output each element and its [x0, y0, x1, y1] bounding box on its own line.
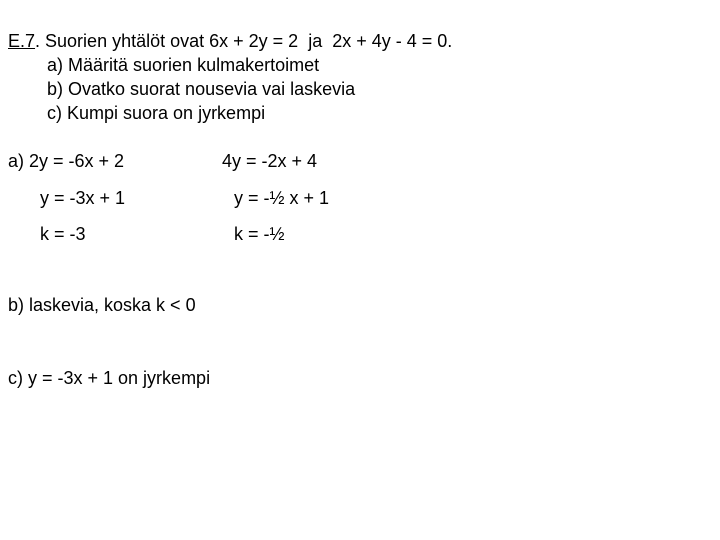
- task-heading: [8, 30, 452, 52]
- task-statement: . Suorien yhtälöt ovat 6x + 2y = 2 ja 2x + 4y - 4 = 0.: [35, 31, 453, 51]
- task-part-a: a) Määritä suorien kulmakertoimet: [47, 55, 320, 75]
- task-part-b: b) Ovatko suorat nousevia vai laskevia: [47, 79, 356, 99]
- solution-a-left-1: a) 2y = -6x + 2: [8, 151, 125, 171]
- solution-a-right-2: y = -½ x + 1: [234, 188, 330, 208]
- solution-a-left-2: y = -3x + 1: [40, 188, 126, 208]
- solution-c: c) y = -3x + 1 on jyrkempi: [8, 368, 211, 388]
- solution-b: b) laskevia, koska k < 0: [8, 295, 196, 315]
- solution-a-left-3: k = -3: [40, 224, 86, 244]
- solution-a-right-3: k = -½: [234, 224, 285, 244]
- solution-a-right-1: 4y = -2x + 4: [222, 151, 318, 171]
- task-label: E.7: [8, 31, 36, 51]
- task-part-c: c) Kumpi suora on jyrkempi: [47, 103, 266, 123]
